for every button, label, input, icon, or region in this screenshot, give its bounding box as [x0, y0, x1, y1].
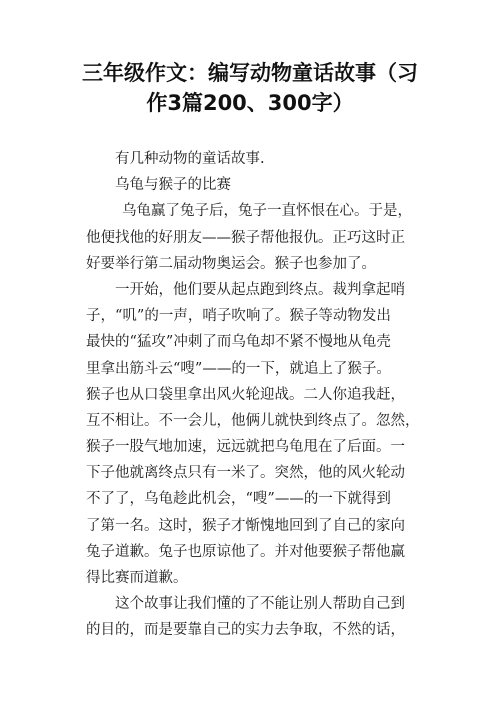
body-line: 这个故事让我们懂的了不能让别人帮助自己到	[115, 596, 405, 613]
document-body	[86, 146, 446, 644]
body-line: 子，“叽”的一声，哨子吹响了。猴子等动物发出	[86, 308, 391, 325]
body-line: 最快的“猛攻”冲刺了而乌龟却不紧不慢地从龟壳	[86, 334, 391, 351]
body-line: 猴子也从口袋里拿出风火轮迎战。二人你追我赶，	[86, 386, 405, 403]
title-line-2: 作3篇200、300字）	[146, 91, 354, 115]
body-line: 有几种动物的童话故事.	[115, 151, 265, 167]
body-line: 的目的，而是要靠自己的实力去争取，不然的话，	[86, 622, 405, 639]
body-line: 一开始，他们要从起点跑到终点。裁判拿起哨	[115, 281, 405, 298]
body-line: 不了了，乌龟趁此机会，“嗖”——的一下就得到	[86, 491, 391, 508]
body-line: 他便找他的好朋友——猴子帮他报仇。正巧这时正	[86, 229, 405, 246]
body-line: 得比赛而道歉。	[86, 570, 188, 586]
body-line: 里拿出筋斗云“嗖”——的一下，就追上了猴子。	[86, 360, 391, 377]
body-line: 下子他就离终点只有一米了。突然，他的风火轮动	[86, 465, 405, 482]
document-title	[70, 58, 430, 118]
body-line: 乌龟与猴子的比赛	[115, 177, 231, 194]
body-line: 乌龟赢了兔子后，兔子一直怀恨在心。于是，	[122, 203, 412, 220]
body-line: 互不相让。不一会儿，他俩儿就快到终点了。忽然，	[86, 412, 420, 429]
body-line: 了第一名。这时，猴子才惭愧地回到了自己的家向	[86, 517, 405, 534]
title-line-1: 三年级作文：编写动物童话故事（习	[82, 61, 418, 85]
body-line: 兔子道歉。兔子也原谅他了。并对他要猴子帮他赢	[86, 543, 405, 560]
body-line: 好要举行第二届动物奥运会。猴子也参加了。	[86, 255, 376, 272]
body-line: 猴子一股气地加速，远远就把乌龟甩在了后面。一	[86, 439, 405, 456]
